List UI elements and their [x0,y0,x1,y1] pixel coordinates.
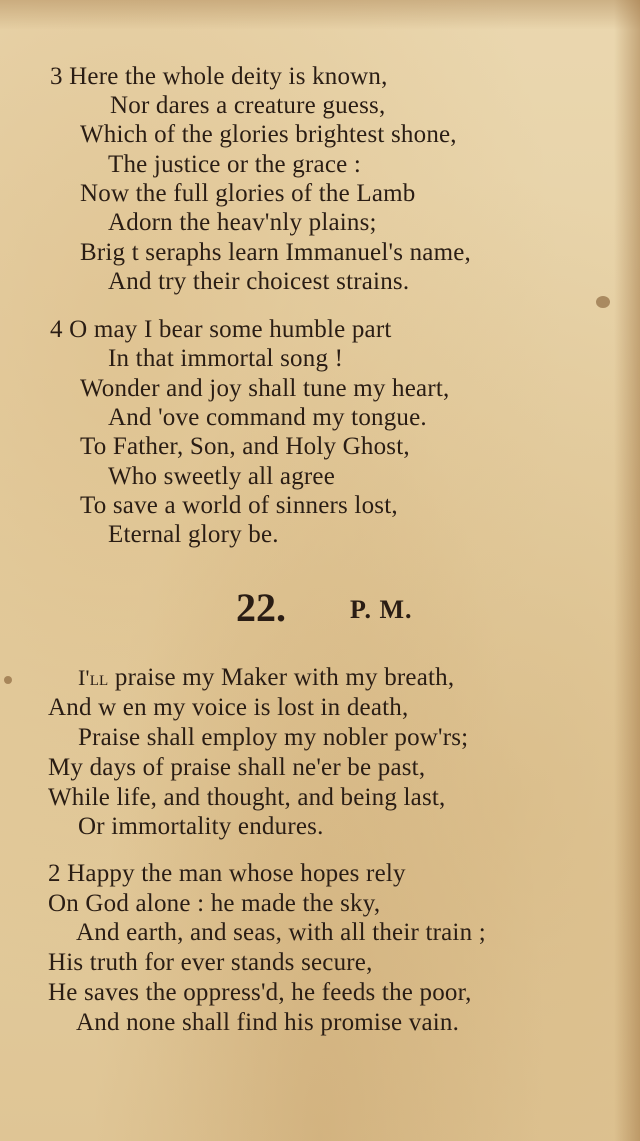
verse-line: 3 Here the whole deity is known, [50,63,388,90]
verse-line: Brig t seraphs learn Immanuel's name, [80,239,471,266]
verse-line: Which of the glories brightest shone, [80,121,457,148]
verse-line: The justice or the grace : [108,151,362,178]
verse-line: While life, and thought, and being last, [48,784,446,811]
verse-line: And earth, and seas, with all their train ; [76,919,486,946]
verse-line: And 'ove command my tongue. [108,404,427,431]
verse-line: He saves the oppress'd, he feeds the poor, [48,979,472,1006]
verse-line: Adorn the heav'nly plains; [108,209,377,236]
verse-line: And try their choicest strains. [108,268,410,295]
page-edge-shadow-top [0,0,640,30]
verse-line: Who sweetly all agree [108,463,336,490]
verse-line: Wonder and joy shall tune my heart, [80,375,450,402]
verse-line: Praise shall employ my nobler pow'rs; [78,724,469,751]
verse-line: My days of praise shall ne'er be past, [48,754,426,781]
page-edge-shadow-right [614,0,640,1141]
verse-line: Nor dares a creature guess, [110,92,386,119]
verse-line: To save a world of sinners lost, [80,492,398,519]
verse-line-first [78,663,454,693]
verse-line: And none shall find his promise vain. [76,1009,460,1036]
hymn-number: 22. [236,585,286,630]
verse-line: Eternal glory be. [108,521,279,548]
ink-stain [4,676,12,684]
verse-line: To Father, Son, and Holy Ghost, [80,433,410,460]
hymn-meter: P. M. [350,595,413,624]
verse-line: 4 O may I bear some humble part [50,316,392,343]
verse-line: His truth for ever stands secure, [48,949,373,976]
verse-line: And w en my voice is lost in death, [48,694,409,721]
verse-line: 2 Happy the man whose hopes rely [48,860,406,887]
verse-line-rest: praise my Maker with my breath, [108,664,455,691]
drop-cap-word: I'll [78,665,109,690]
verse-line: In that immortal song ! [108,345,344,372]
verse-line: Now the full glories of the Lamb [80,180,416,207]
verse-line: Or immortality endures. [78,813,324,840]
ink-stain [596,296,610,308]
verse-line: On God alone : he made the sky, [48,890,381,917]
